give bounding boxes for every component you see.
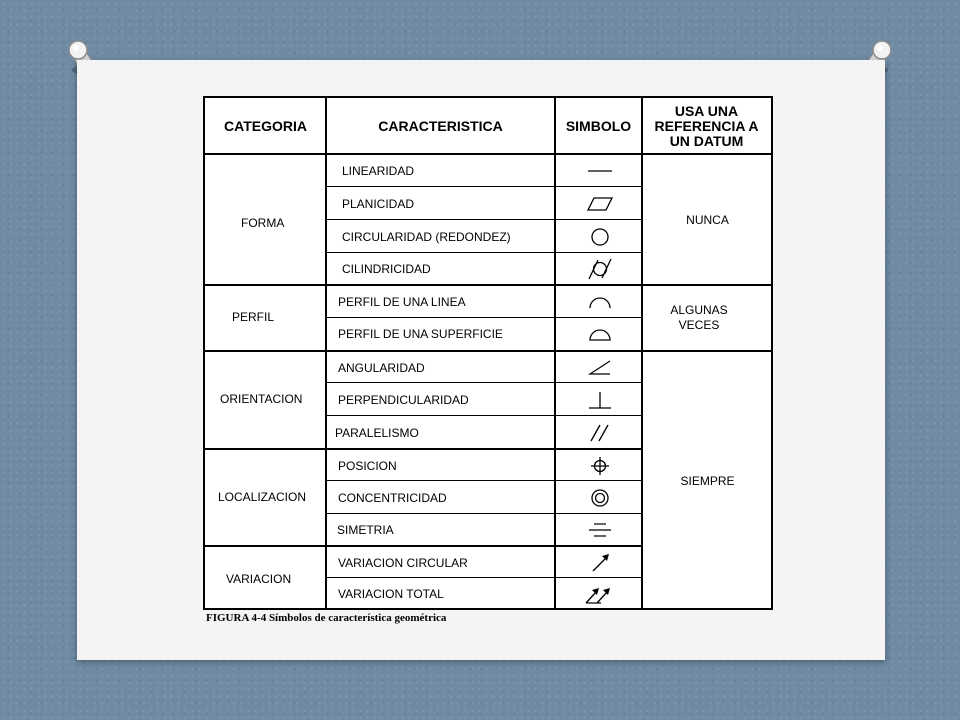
datum-nunca: NUNCA [686, 212, 729, 227]
grid-line [326, 186, 642, 187]
char-variacion-total: VARIACION TOTAL [338, 587, 444, 601]
grid-line [326, 415, 642, 416]
header-categoria: CATEGORIA [224, 117, 307, 134]
grid-line [326, 317, 642, 318]
char-perfil-linea: PERFIL DE UNA LINEA [338, 295, 466, 309]
char-cilindricidad: CILINDRICIDAD [342, 262, 431, 276]
char-paralelismo: PARALELISMO [335, 425, 419, 440]
grid-line [326, 252, 642, 253]
header-caracteristica: CARACTERISTICA [378, 117, 503, 134]
total-runout-symbol-icon [557, 578, 642, 610]
circularity-symbol-icon [557, 220, 642, 253]
category-perfil: PERFIL [232, 310, 275, 324]
grid-line [205, 153, 771, 155]
figure-caption: FIGURA 4-4 Símbolos de característica geométrica [206, 612, 447, 624]
grid-line [205, 448, 642, 450]
category-variacion: VARIACION [226, 572, 292, 586]
datum-siempre: SIEMPRE [680, 473, 735, 488]
grid-line [554, 98, 556, 608]
symmetry-symbol-icon [557, 514, 642, 546]
header-simbolo: SIMBOLO [565, 117, 632, 134]
grid-line [205, 545, 642, 547]
char-concentricidad: CONCENTRICIDAD [338, 490, 447, 505]
category-localizacion: LOCALIZACION [218, 490, 307, 504]
char-posicion: POSICION [338, 458, 397, 473]
char-variacion-circular: VARIACION CIRCULAR [338, 555, 468, 570]
grid-line [326, 577, 642, 578]
datum-algunas-veces: ALGUNAS VECES [670, 303, 728, 332]
grid-line [325, 98, 327, 608]
grid-line [326, 382, 642, 383]
char-angularidad: ANGULARIDAD [338, 360, 425, 375]
category-forma: FORMA [241, 216, 285, 230]
char-linearidad: LINEARIDAD [342, 164, 415, 178]
gdt-symbols-table [203, 96, 773, 610]
grid-line [326, 219, 642, 220]
category-orientacion: ORIENTACION [220, 392, 303, 406]
angularity-symbol-icon [557, 352, 642, 383]
profile-line-symbol-icon [557, 286, 642, 318]
grid-line [205, 350, 771, 352]
grid-line [205, 284, 771, 286]
char-simetria: SIMETRIA [337, 523, 394, 537]
perpendicularity-symbol-icon [557, 383, 642, 416]
char-circularidad: CIRCULARIDAD (REDONDEZ) [342, 229, 511, 244]
grid-line [326, 513, 642, 514]
char-perfil-superficie: PERFIL DE UNA SUPERFICIE [338, 327, 503, 341]
grid-line [326, 480, 642, 481]
profile-surface-symbol-icon [557, 318, 642, 350]
flatness-symbol-icon [557, 187, 642, 220]
circular-runout-symbol-icon [557, 547, 642, 578]
concentricity-symbol-icon [557, 481, 642, 514]
parallelism-symbol-icon [557, 416, 642, 449]
straightness-symbol-icon [557, 155, 642, 187]
char-perpendicularidad: PERPENDICULARIDAD [338, 392, 469, 407]
char-planicidad: PLANICIDAD [342, 196, 415, 211]
position-symbol-icon [557, 450, 642, 481]
header-datum: USA UNA REFERENCIA A UN DATUM [654, 102, 759, 149]
grid-line [641, 98, 643, 608]
cylindricity-symbol-icon [557, 253, 642, 285]
